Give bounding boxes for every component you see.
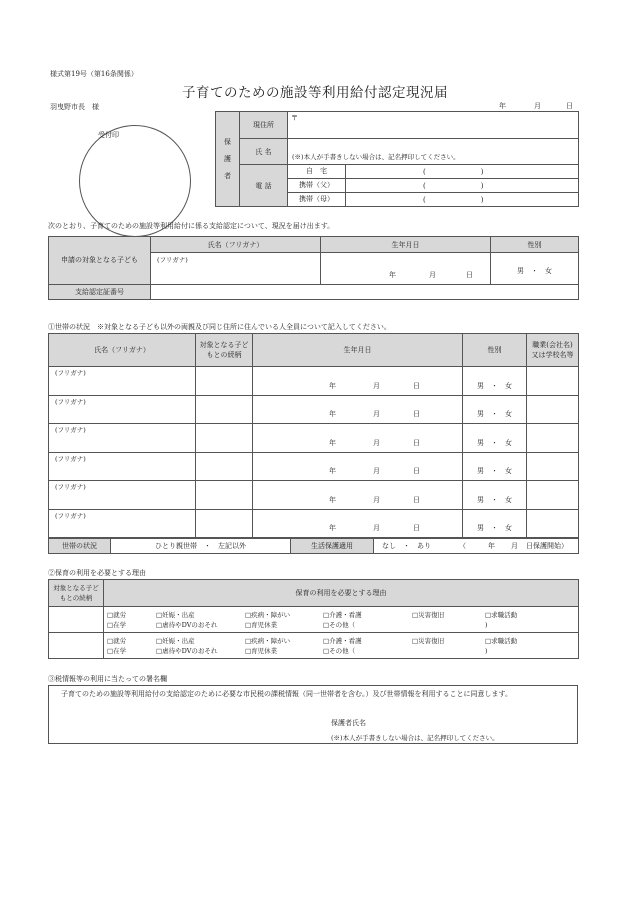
household-row: (フリガナ) 年 月 日 男 ・ 女	[49, 481, 579, 510]
child-gender-header: 性別	[491, 237, 579, 253]
household-job-header: 職業(会社名)又は学校名等	[527, 334, 579, 367]
childcare-relation-header: 対象となる子どもとの続柄	[49, 580, 104, 607]
phone-mother-row[interactable]: 携帯（母） ( )	[288, 193, 579, 207]
childcare-table	[48, 579, 579, 659]
child-name-header: 氏名（フリガナ）	[151, 237, 321, 253]
phone-father-row[interactable]: 携帯（父） ( )	[288, 179, 579, 193]
childcare-heading: ②保育の利用を必要とする理由	[48, 569, 146, 577]
intro-text: 次のとおり、子育てのための施設等利用給付に係る支給認定について、現況を届け出ます。	[48, 222, 335, 230]
childcare-row: □就労 □妊娠・出産 □疾病・障がい □介護・看護 □災害復旧 □求職活動 □在学 □虐待やDVのおそれ □育児休業 □その他（ )	[49, 607, 579, 633]
child-table	[48, 236, 579, 300]
cert-number-field[interactable]	[151, 285, 579, 300]
reception-stamp-label: 受付印	[98, 131, 119, 139]
cert-number-label: 支給認定証番号	[49, 285, 151, 300]
phone-home-row[interactable]: 自 宅 ( )	[288, 165, 579, 179]
page-title: 子育てのための施設等利用給付認定現況届	[182, 85, 448, 101]
household-gender-header: 性別	[463, 334, 527, 367]
household-row: (フリガナ) 年 月 日 男 ・ 女	[49, 509, 579, 538]
household-status-field[interactable]: ひとり親世帯 ・ 左記以外	[111, 539, 291, 554]
tax-heading: ③税情報等の利用に当たっての署名欄	[48, 675, 167, 683]
name-label: 氏 名	[240, 139, 288, 165]
guardian-side-label: 保 護 者	[216, 112, 240, 207]
household-row: (フリガナ) 年 月 日 男 ・ 女	[49, 452, 579, 481]
child-row-label: 申請の対象となる子ども	[49, 237, 151, 285]
child-name-field[interactable]: (フリガナ)	[151, 253, 321, 285]
household-table	[48, 333, 579, 538]
household-birth-header: 生年月日	[253, 334, 463, 367]
child-birth-field[interactable]: 年 月 日	[321, 253, 491, 285]
form-number: 様式第19号（第16条関係）	[50, 70, 138, 78]
date-day-label: 日	[566, 102, 573, 110]
household-row: (フリガナ) 年 月 日 男 ・ 女	[49, 395, 579, 424]
date-month-label: 月	[534, 102, 541, 110]
signer-name-label: 保護者氏名	[331, 719, 366, 727]
addressee: 羽曳野市長 様	[50, 103, 99, 111]
child-birth-header: 生年月日	[321, 237, 491, 253]
household-relation-header: 対象となる子どもとの続柄	[196, 334, 253, 367]
guardian-name-field[interactable]	[288, 139, 579, 165]
postal-mark: 〒	[291, 114, 298, 122]
household-row: (フリガナ) 年 月 日 男 ・ 女	[49, 424, 579, 453]
date-year-label: 年	[499, 102, 506, 110]
household-name-header: 氏名（フリガナ）	[49, 334, 196, 367]
signature-note: (※)本人が手書きしない場合は、記名押印してください。	[292, 153, 460, 161]
address-field[interactable]	[288, 112, 579, 139]
childcare-reason-header: 保育の利用を必要とする理由	[104, 580, 579, 607]
tax-consent-text: 子育てのための施設等利用給付の支給認定のために必要な市民税の課税情報（同一世帯者を含む。）及び世帯情報を利用することに同意します。	[61, 690, 512, 698]
phone-label: 電 話	[240, 165, 288, 207]
welfare-field[interactable]: なし ・ あり （ 年 月 日保護開始）	[374, 539, 579, 554]
household-heading: ①世帯の状況 ※対象となる子ども以外の両親及び同じ住所に住んでいる人全員について記入してください。	[48, 323, 391, 331]
household-row: (フリガナ) 年 月 日 男 ・ 女	[49, 367, 579, 396]
guardian-table	[215, 111, 579, 207]
household-status-label: 世帯の状況	[49, 539, 111, 554]
welfare-label: 生活保護適用	[291, 539, 374, 554]
signer-note: (※)本人が手書きしない場合は、記名押印してください。	[331, 734, 499, 742]
child-gender-field[interactable]: 男 ・ 女	[491, 253, 579, 285]
childcare-row: □就労 □妊娠・出産 □疾病・障がい □介護・看護 □災害復旧 □求職活動 □在学 □虐待やDVのおそれ □育児休業 □その他（ )	[49, 633, 579, 659]
address-label: 現住所	[240, 112, 288, 139]
tax-signature-box	[48, 685, 578, 744]
household-status-table	[48, 538, 579, 554]
